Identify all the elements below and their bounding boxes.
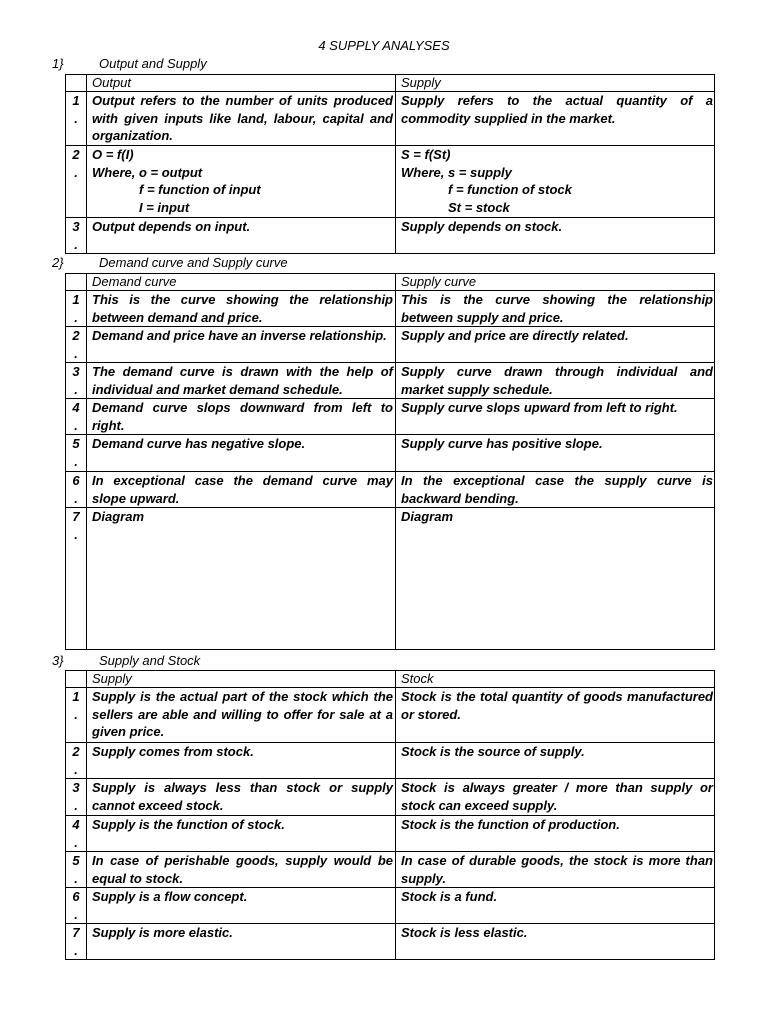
row-number: 3 . bbox=[66, 218, 87, 254]
table-cell: Supply is a flow concept. bbox=[87, 888, 396, 924]
section-number: 3} bbox=[52, 653, 64, 668]
demand-supply-curve-table bbox=[65, 273, 715, 650]
row-number: 7 . bbox=[66, 508, 87, 650]
row-number: 5 . bbox=[66, 435, 87, 472]
table-cell: This is the curve showing the relationship between supply and price. bbox=[396, 291, 715, 327]
table-cell: Stock is a fund. bbox=[396, 888, 715, 924]
table-cell: Supply depends on stock. bbox=[396, 218, 715, 254]
column-header: Demand curve bbox=[87, 274, 396, 291]
table-cell: The demand curve is drawn with the help of individual and market demand schedule. bbox=[87, 363, 396, 399]
column-header: Supply bbox=[87, 671, 396, 688]
row-number: 1 . bbox=[66, 688, 87, 743]
row-number: 2 . bbox=[66, 146, 87, 218]
row-number: 7 . bbox=[66, 924, 87, 960]
number-header bbox=[66, 75, 87, 92]
formula-line: Where, o = output bbox=[92, 164, 203, 180]
formula-line: S = f(St) bbox=[401, 147, 451, 162]
section-title: Output and Supply bbox=[99, 56, 207, 71]
row-number: 2 . bbox=[66, 743, 87, 779]
formula-line: f = function of stock bbox=[448, 182, 572, 197]
section-heading-2 bbox=[52, 255, 288, 270]
table-cell: Stock is the function of production. bbox=[396, 816, 715, 852]
table-cell: Supply is the function of stock. bbox=[87, 816, 396, 852]
section-heading-3 bbox=[52, 653, 200, 668]
table-cell: Stock is always greater / more than supply or stock can exceed supply. bbox=[396, 779, 715, 816]
table-cell: Supply refers to the actual quantity of a commodity supplied in the market. bbox=[396, 92, 715, 146]
row-number: 1 . bbox=[66, 92, 87, 146]
table-cell: In the exceptional case the supply curve is backward bending. bbox=[396, 472, 715, 508]
row-number: 5 . bbox=[66, 852, 87, 888]
row-number: 4 . bbox=[66, 816, 87, 852]
output-supply-table bbox=[65, 74, 715, 254]
formula-line: f = function of input bbox=[139, 182, 261, 197]
section-number: 1} bbox=[52, 56, 64, 71]
table-cell: Supply comes from stock. bbox=[87, 743, 396, 779]
row-number: 3 . bbox=[66, 363, 87, 399]
diagram-cell: Diagram bbox=[396, 508, 715, 650]
formula-line: O = f(I) bbox=[92, 147, 134, 162]
column-header: Supply bbox=[396, 75, 715, 92]
table-cell: In case of perishable goods, supply would be equal to stock. bbox=[87, 852, 396, 888]
table-cell bbox=[87, 146, 396, 218]
row-number: 3 . bbox=[66, 779, 87, 816]
formula-line: I = input bbox=[139, 199, 190, 215]
number-header bbox=[66, 671, 87, 688]
table-cell: Demand and price have an inverse relationship. bbox=[87, 327, 396, 363]
table-cell: In exceptional case the demand curve may slope upward. bbox=[87, 472, 396, 508]
column-header: Supply curve bbox=[396, 274, 715, 291]
section-title: Demand curve and Supply curve bbox=[99, 255, 288, 270]
table-cell: Supply curve drawn through individual and market supply schedule. bbox=[396, 363, 715, 399]
supply-stock-table bbox=[65, 670, 715, 960]
table-cell bbox=[396, 146, 715, 218]
page-title: 4 SUPPLY ANALYSES bbox=[318, 38, 450, 53]
row-number: 6 . bbox=[66, 888, 87, 924]
table-cell: Supply is always less than stock or supply cannot exceed stock. bbox=[87, 779, 396, 816]
table-cell: Stock is the source of supply. bbox=[396, 743, 715, 779]
formula-line: Where, s = supply bbox=[401, 164, 512, 180]
table-cell: Supply curve slops upward from left to right. bbox=[396, 399, 715, 435]
table-cell: Supply curve has positive slope. bbox=[396, 435, 715, 472]
table-cell: Demand curve has negative slope. bbox=[87, 435, 396, 472]
table-cell: In case of durable goods, the stock is more than supply. bbox=[396, 852, 715, 888]
row-number: 2 . bbox=[66, 327, 87, 363]
table-cell: Supply is the actual part of the stock which the sellers are able and willing to offer for sale at a given price. bbox=[87, 688, 396, 743]
section-title: Supply and Stock bbox=[99, 653, 201, 668]
row-number: 6 . bbox=[66, 472, 87, 508]
section-heading-1 bbox=[52, 56, 207, 71]
row-number: 1 . bbox=[66, 291, 87, 327]
formula-line: St = stock bbox=[448, 199, 510, 215]
table-cell: Demand curve slops downward from left to right. bbox=[87, 399, 396, 435]
table-cell: Stock is the total quantity of goods manufactured or stored. bbox=[396, 688, 715, 743]
diagram-cell: Diagram bbox=[87, 508, 396, 650]
section-number: 2} bbox=[52, 255, 64, 270]
number-header bbox=[66, 274, 87, 291]
table-cell: Supply is more elastic. bbox=[87, 924, 396, 960]
table-cell: Supply and price are directly related. bbox=[396, 327, 715, 363]
table-cell: Output depends on input. bbox=[87, 218, 396, 254]
table-cell: This is the curve showing the relationship between demand and price. bbox=[87, 291, 396, 327]
table-cell: Output refers to the number of units produced with given inputs like land, labour, capital and organization. bbox=[87, 92, 396, 146]
column-header: Output bbox=[87, 75, 396, 92]
table-cell: Stock is less elastic. bbox=[396, 924, 715, 960]
row-number: 4 . bbox=[66, 399, 87, 435]
column-header: Stock bbox=[396, 671, 715, 688]
